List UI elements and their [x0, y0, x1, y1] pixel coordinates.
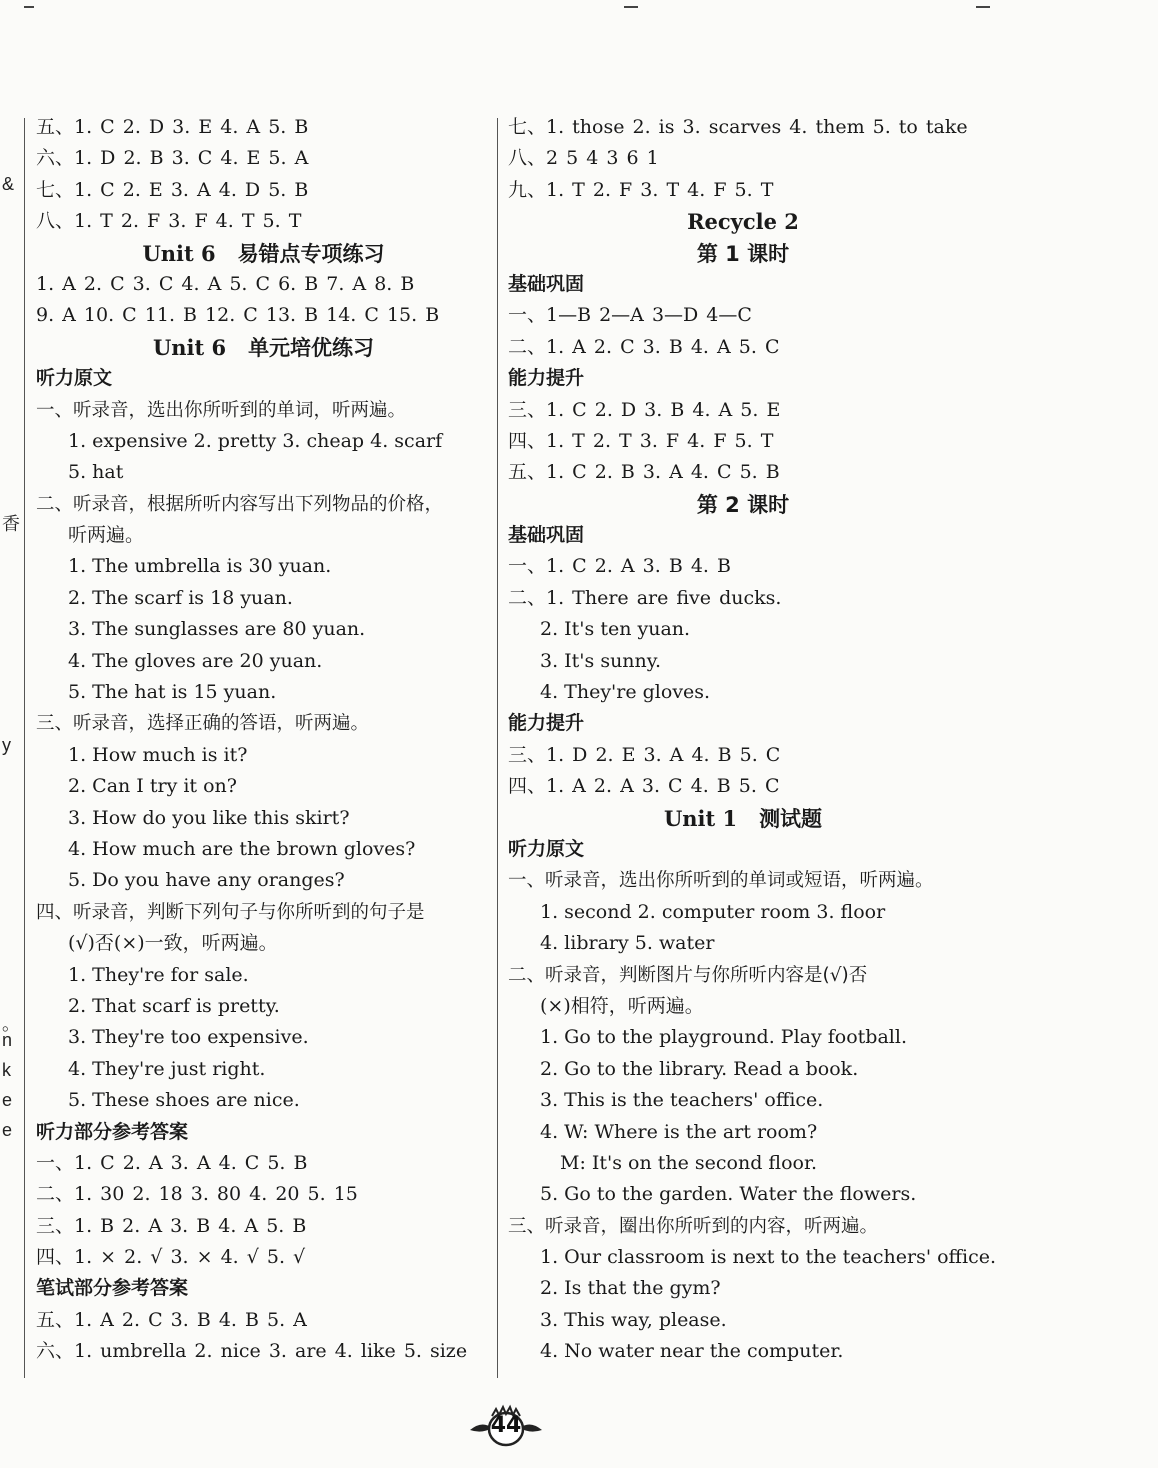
listening-text-line: 4. How much are the brown gloves? — [68, 837, 416, 860]
listening-text-line: 2. Can I try it on? — [68, 775, 237, 798]
left-border-line — [24, 118, 25, 1378]
listening-text-line: 4. library 5. water — [540, 932, 715, 955]
listening-text-line: 5. Go to the garden. Water the flowers. — [540, 1183, 917, 1206]
listening-text-line: 5. Do you have any oranges? — [68, 869, 345, 892]
column-divider — [497, 118, 498, 1378]
answer-line: 六、1. umbrella 2. nice 3. are 4. like 5. size — [36, 1340, 468, 1363]
section-heading-en: Recycle 2 — [687, 209, 799, 235]
listening-text-line: 4. No water near the computer. — [540, 1340, 844, 1363]
answer-line: 一、1—B 2—A 3—D 4—C — [508, 304, 752, 327]
section-heading-cn: 易错点专项练习 — [237, 241, 385, 266]
margin-fragment: & — [2, 174, 15, 194]
answer-line: 一、1. C 2. A 3. A 4. C 5. B — [36, 1151, 308, 1174]
question-instruction: 四、听录音，判断下列句子与你所听到的句子是 — [36, 901, 425, 923]
margin-fragments — [0, 160, 24, 1160]
section-heading-en: Unit 1 — [663, 805, 738, 831]
margin-fragment: e — [2, 1120, 13, 1140]
listening-text-line: 4. The gloves are 20 yuan. — [68, 649, 323, 672]
answer-line: 九、1. T 2. F 3. T 4. F 5. T — [508, 178, 774, 201]
section-heading — [508, 206, 978, 237]
subsection-title: 能力提升 — [508, 712, 585, 735]
answer-line: 八、2 5 4 3 6 1 — [508, 147, 659, 170]
answer-line: 七、1. those 2. is 3. scarves 4. them 5. to take — [508, 116, 968, 138]
listening-text-line: 5. These shoes are nice. — [68, 1089, 300, 1112]
top-mark — [624, 6, 638, 8]
answer-line: 四、1. T 2. T 3. F 4. F 5. T — [508, 429, 774, 452]
answer-line: 八、1. T 2. F 3. F 4. T 5. T — [36, 210, 302, 233]
margin-fragment: k — [2, 1060, 11, 1080]
listening-text-line: 3. How do you like this skirt? — [68, 806, 350, 829]
listening-text-line: M: It's on the second floor. — [560, 1151, 818, 1174]
subsection-title: 听力原文 — [36, 367, 113, 390]
answer-line: 五、1. A 2. C 3. B 4. B 5. A — [36, 1308, 307, 1331]
listening-text-line: 4. They're gloves. — [540, 681, 711, 704]
answer-line: 二、1. A 2. C 3. B 4. A 5. C — [508, 335, 780, 358]
section-heading — [508, 489, 978, 520]
section-heading — [36, 332, 491, 363]
subsection-title: 听力部分参考答案 — [36, 1120, 189, 1143]
listening-text-line: 1. How much is it? — [68, 743, 248, 766]
subsection-title: 笔试部分参考答案 — [36, 1277, 189, 1300]
question-instruction: 三、听录音，圈出你所听到的内容，听两遍。 — [508, 1215, 879, 1237]
section-heading-cn: 第 1 课时 — [696, 241, 790, 266]
answer-line: 三、1. D 2. E 3. A 4. B 5. C — [508, 743, 781, 766]
listening-text-line: 1. expensive 2. pretty 3. cheap 4. scarf — [68, 429, 443, 452]
answer-line: 9. A 10. C 11. B 12. C 13. B 14. C 15. B — [36, 304, 440, 327]
subsection-title: 听力原文 — [508, 837, 585, 860]
subsection-title: 基础巩固 — [508, 272, 585, 295]
listening-text-line: 1. Go to the playground. Play football. — [540, 1026, 907, 1049]
listening-text-line: 2. Go to the library. Read a book. — [540, 1057, 859, 1080]
question-instruction: 一、听录音，选出你所听到的单词或短语，听两遍。 — [508, 870, 934, 892]
listening-text-line: (√)否(×)一致，听两遍。 — [68, 932, 278, 955]
listening-text-line: 3. This way, please. — [540, 1308, 727, 1331]
listening-text-line: 听两遍。 — [68, 524, 145, 547]
answer-line: 三、1. C 2. D 3. B 4. A 5. E — [508, 398, 781, 421]
answer-line: 三、1. B 2. A 3. B 4. A 5. B — [36, 1214, 307, 1237]
answer-line: 六、1. D 2. B 3. C 4. E 5. A — [36, 147, 309, 170]
section-heading-cn: 测试题 — [759, 806, 823, 831]
listening-text-line: 1. second 2. computer room 3. floor — [540, 900, 886, 923]
listening-text-line: 1. The umbrella is 30 yuan. — [68, 555, 332, 578]
section-heading — [508, 803, 978, 834]
listening-text-line: 3. It's sunny. — [540, 649, 662, 672]
section-heading — [36, 238, 491, 269]
answer-line: 五、1. C 2. B 3. A 4. C 5. B — [508, 461, 780, 484]
margin-fragment: n — [2, 1030, 13, 1050]
listening-text-line: 3. The sunglasses are 80 yuan. — [68, 618, 366, 641]
page-number-badge — [468, 1404, 544, 1448]
section-heading-cn: 单元培优练习 — [248, 335, 375, 360]
answer-line: 五、1. C 2. D 3. E 4. A 5. B — [36, 116, 309, 138]
margin-fragment: y — [2, 735, 11, 755]
answer-line: 二、1. 30 2. 18 3. 80 4. 20 5. 15 — [36, 1183, 358, 1206]
listening-text-line: 4. W: Where is the art room? — [540, 1120, 818, 1143]
listening-text-line: 3. This is the teachers' office. — [540, 1089, 824, 1112]
section-heading-cn: 第 2 课时 — [696, 492, 790, 517]
subsection-title: 基础巩固 — [508, 524, 585, 547]
question-instruction: 二、听录音，根据所听内容写出下列物品的价格， — [36, 493, 444, 515]
listening-text-line: 1. They're for sale. — [68, 963, 249, 986]
listening-text-line: 2. It's ten yuan. — [540, 618, 691, 641]
answer-line: 四、1. A 2. A 3. C 4. B 5. C — [508, 775, 780, 798]
answer-line: 一、1. C 2. A 3. B 4. B — [508, 555, 731, 578]
answer-line: 四、1. × 2. √ 3. × 4. √ 5. √ — [36, 1246, 306, 1269]
subsection-title: 能力提升 — [508, 367, 585, 390]
top-mark — [976, 6, 990, 8]
margin-fragment: 香 — [2, 514, 20, 534]
answer-line: 1. A 2. C 3. C 4. A 5. C 6. B 7. A 8. B — [36, 272, 415, 295]
answer-line: 二、1. There are five ducks. — [508, 586, 782, 609]
section-heading-en: Unit 6 — [142, 240, 216, 266]
question-instruction: 一、听录音，选出你所听到的单词，听两遍。 — [36, 399, 407, 421]
listening-text-line: 2. The scarf is 18 yuan. — [68, 586, 293, 609]
question-instruction: 二、听录音，判断图片与你所听内容是(√)否 — [508, 964, 868, 986]
listening-text-line: 1. Our classroom is next to the teachers' office. — [540, 1246, 997, 1269]
listening-text-line: 3. They're too expensive. — [68, 1026, 309, 1049]
listening-text-line: 5. hat — [68, 461, 124, 484]
margin-fragment: e — [2, 1090, 13, 1110]
listening-text-line: 2. That scarf is pretty. — [68, 994, 280, 1017]
listening-text-line: 4. They're just right. — [68, 1057, 266, 1080]
section-heading — [508, 238, 978, 269]
section-heading-en: Unit 6 — [152, 334, 227, 360]
question-instruction: 三、听录音，选择正确的答语，听两遍。 — [36, 713, 370, 735]
listening-text-line: 5. The hat is 15 yuan. — [68, 681, 277, 704]
top-mark — [24, 6, 34, 8]
margin-fragment: 。 — [2, 1014, 20, 1034]
answer-line: 七、1. C 2. E 3. A 4. D 5. B — [36, 178, 309, 201]
page-number: 44 — [490, 1413, 522, 1438]
listening-text-line: (×)相符，听两遍。 — [540, 994, 704, 1017]
listening-text-line: 2. Is that the gym? — [540, 1277, 721, 1300]
right-column — [508, 112, 997, 1368]
left-column — [36, 112, 491, 1368]
